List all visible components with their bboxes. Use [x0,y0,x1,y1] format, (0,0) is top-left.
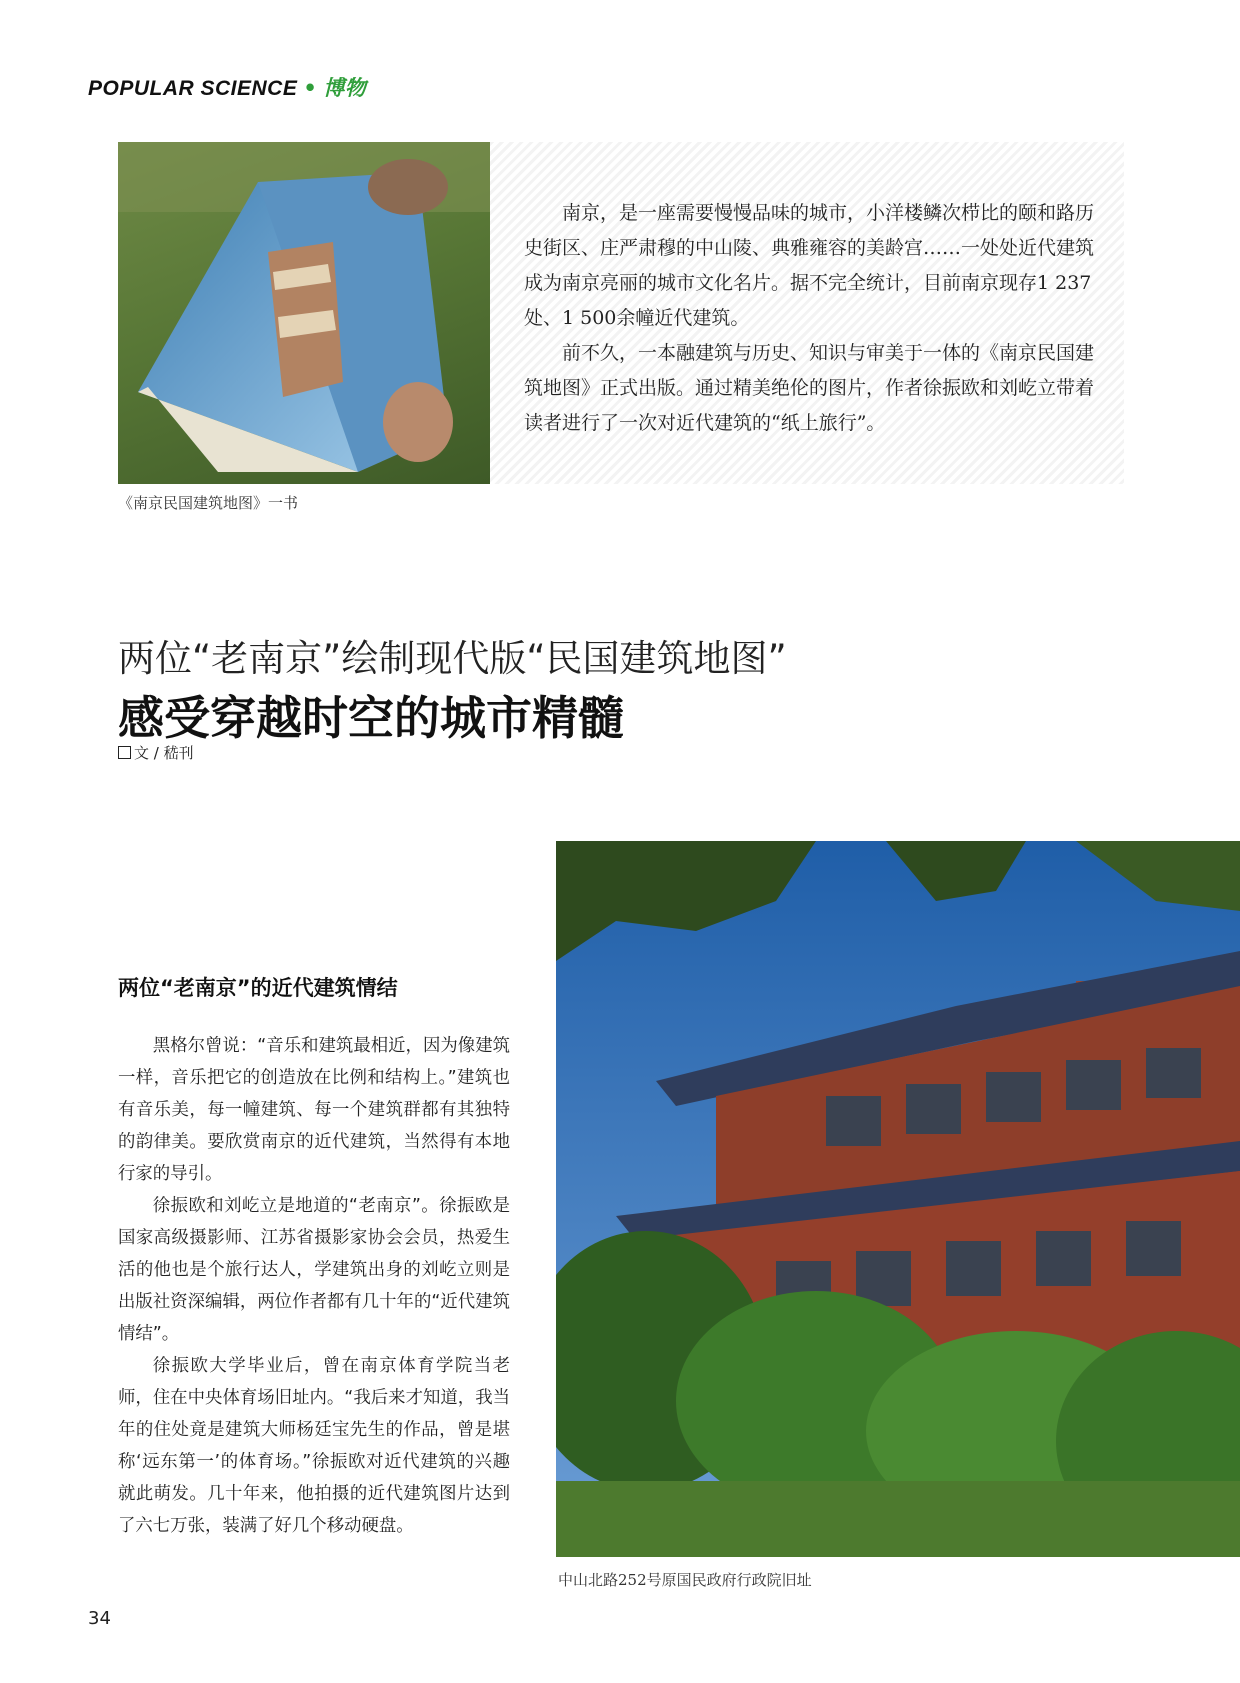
article-title: 感受穿越时空的城市精髓 [118,691,624,745]
building-photo [556,841,1240,1557]
building-photo-caption: 中山北路252号原国民政府行政院旧址 [558,1571,812,1589]
magazine-header [88,72,366,102]
section-label-en: POPULAR SCIENCE [88,77,298,100]
byline-box-icon [118,746,131,759]
body-paragraph: 徐振欧大学毕业后，曾在南京体育学院当老师，住在中央体育场旧址内。“我后来才知道，我当年的住处竟是建筑大师杨廷宝先生的作品，曾是堪称‘远东第一’的体育场。”徐振欧对近代建筑的兴趣就此萌发。几十年来，他拍摄的近代建筑图片达到了六七万张，装满了好几个移动硬盘。 [118,1356,510,1536]
body-paragraph: 黑格尔曾说：“音乐和建筑最相近，因为像建筑一样，音乐把它的创造放在比例和结构上。”建筑也有音乐美，每一幢建筑、每一个建筑群都有其独特的韵律美。要欣赏南京的近代建筑，当然得有本地行家的导引。 [118,1036,510,1184]
header-separator: • [303,76,318,100]
intro-paragraph: 前不久，一本融建筑与历史、知识与审美于一体的《南京民国建筑地图》正式出版。通过精美绝伦的图片，作者徐振欧和刘屹立带着读者进行了一次对近代建筑的“纸上旅行”。 [524,342,1095,434]
article-body [118,1030,510,1542]
section-heading: 两位“老南京”的近代建筑情结 [118,976,398,1000]
book-photo-illustration [118,142,490,484]
byline [118,742,194,763]
body-paragraph: 徐振欧和刘屹立是地道的“老南京”。徐振欧是国家高级摄影师、江苏省摄影家协会会员，热爱生活的他也是个旅行达人，学建筑出身的刘屹立则是出版社资深编辑，两位作者都有几十年的“近代建筑情结”。 [118,1196,510,1344]
page-number: 34 [88,1608,111,1629]
book-photo [118,142,490,484]
intro-paragraph: 南京，是一座需要慢慢品味的城市，小洋楼鳞次栉比的颐和路历史街区、庄严肃穆的中山陵、典雅雍容的美龄宫……一处处近代建筑成为南京亮丽的城市文化名片。据不完全统计，目前南京现存1 237处、1 500余幢近代建筑。 [524,202,1095,329]
byline-text: 文 / 嵇刊 [134,744,194,762]
article-subtitle: 两位“老南京”绘制现代版“民国建筑地图” [118,637,787,680]
book-photo-caption: 《南京民国建筑地图》一书 [118,494,299,512]
intro-text [524,196,1094,441]
section-label-cn: 博物 [323,76,367,100]
building-photo-illustration [556,841,1240,1557]
